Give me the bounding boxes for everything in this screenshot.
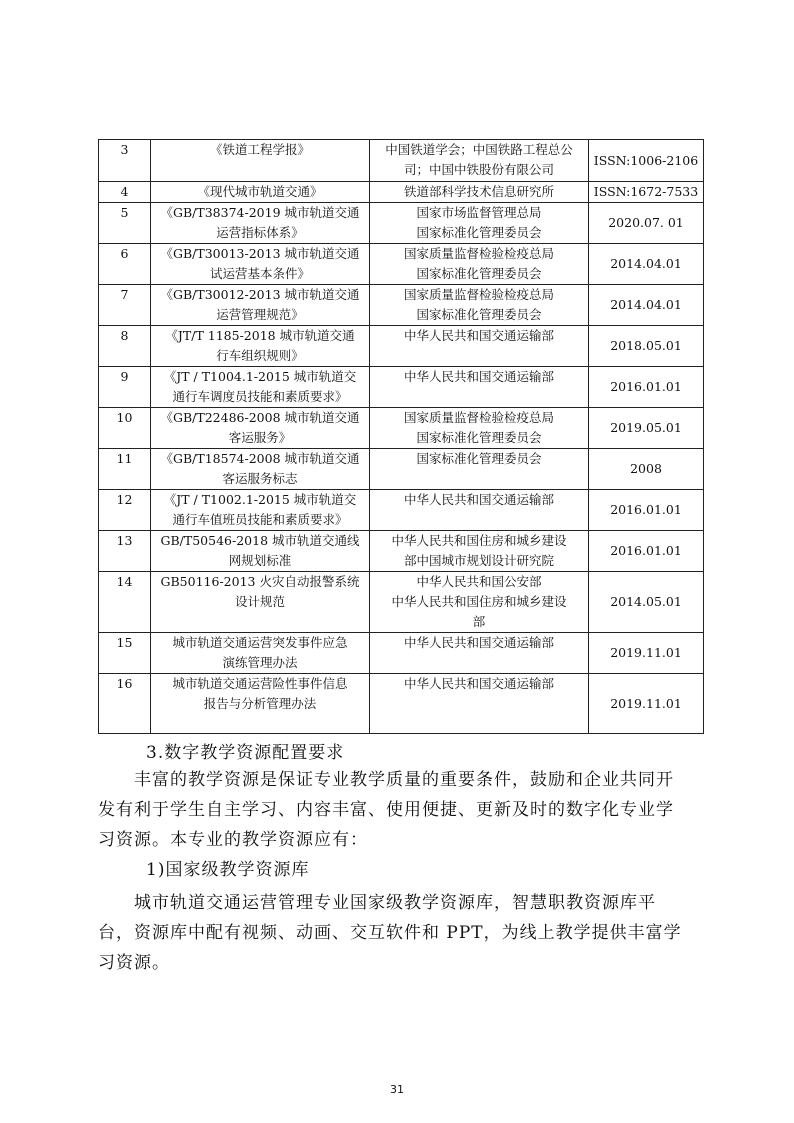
publisher-cell (370, 572, 589, 633)
publisher-cell (370, 326, 589, 367)
publisher-cell-line: 国家标准化管理委员会 (416, 430, 542, 445)
paragraph-1-line: 习资源。本专业的教学资源应有： (98, 830, 368, 850)
publisher-cell (370, 367, 589, 408)
title-cell-line: 试运营基本条件》 (209, 266, 310, 281)
publisher-cell-line: 中华人民共和国交通运输部 (403, 492, 554, 507)
paragraph-2 (98, 888, 703, 978)
publisher-cell-line: 国家质量监督检验检疫总局 (403, 246, 554, 261)
title-cell-line: 网规划标准 (228, 553, 292, 568)
title-cell (151, 182, 370, 203)
row-number-cell: 4 (99, 182, 151, 203)
publisher-cell-line: 国家标准化管理委员会 (416, 307, 542, 322)
publisher-cell-line: 中华人民共和国交通运输部 (403, 369, 554, 384)
table-row (99, 182, 704, 203)
row-number-cell: 9 (99, 367, 151, 408)
date-cell: 2018.05.01 (589, 326, 704, 367)
title-cell-line: 运营管理规范》 (216, 307, 304, 322)
publisher-cell-line: 铁道部科学技术信息研究所 (403, 184, 554, 199)
publisher-cell (370, 633, 589, 674)
date-cell: 2008 (589, 449, 704, 490)
row-number-cell: 14 (99, 572, 151, 633)
row-number-cell: 12 (99, 490, 151, 531)
date-cell: 2019.11.01 (589, 633, 704, 674)
table-row (99, 285, 704, 326)
date-cell: 2019.05.01 (589, 408, 704, 449)
publisher-cell-line: 国家质量监督检验检疫总局 (403, 287, 554, 302)
title-cell-line: 客运服务》 (228, 430, 292, 445)
table-row (99, 531, 704, 572)
title-cell (151, 367, 370, 408)
table-row (99, 326, 704, 367)
title-cell (151, 326, 370, 367)
date-cell: 2020.07. 01 (589, 203, 704, 244)
title-cell-line: 城市轨道交通运营险性事件信息 (172, 676, 348, 691)
paragraph-2-line: 习资源。 (98, 953, 170, 973)
publisher-cell-line: 中华人民共和国交通运输部 (403, 676, 554, 691)
table-row (99, 633, 704, 674)
page-number: 31 (390, 1083, 404, 1096)
title-cell-line: 演练管理办法 (222, 655, 298, 670)
table-row (99, 572, 704, 633)
date-cell: 2016.01.01 (589, 531, 704, 572)
row-number-cell: 7 (99, 285, 151, 326)
title-cell-line: 《GB/T18574-2008 城市轨道交通 (160, 451, 360, 466)
publisher-cell-line: 司；中国中铁股份有限公司 (403, 162, 554, 177)
date-cell: 2014.04.01 (589, 244, 704, 285)
title-cell-line: 城市轨道交通运营突发事件应急 (172, 635, 348, 650)
publisher-cell-line: 部中国城市规划设计研究院 (403, 553, 554, 568)
paragraph-1-line: 发有利于学生自主学习、内容丰富、使用便捷、更新及时的数字化专业学 (98, 800, 674, 820)
title-cell-line: 《GB/T38374-2019 城市轨道交通 (160, 205, 360, 220)
publisher-cell (370, 408, 589, 449)
title-cell-line: 行车组织规则》 (216, 348, 304, 363)
table-row (99, 449, 704, 490)
title-cell (151, 490, 370, 531)
reference-table (98, 139, 704, 734)
title-cell-line: GB/T50546-2018 城市轨道交通线 (160, 533, 360, 548)
title-cell (151, 244, 370, 285)
title-cell (151, 449, 370, 490)
title-cell-line: 《JT/T 1185-2018 城市轨道交通 (165, 328, 355, 343)
publisher-cell-line: 中华人民共和国交通运输部 (403, 328, 554, 343)
publisher-cell (370, 674, 589, 734)
date-cell: 2019.11.01 (589, 674, 704, 734)
title-cell (151, 140, 370, 182)
publisher-cell-line: 中华人民共和国住房和城乡建设 (391, 594, 567, 609)
publisher-cell (370, 244, 589, 285)
table-row (99, 674, 704, 734)
publisher-cell (370, 449, 589, 490)
date-cell: ISSN:1672-7533 (589, 182, 704, 203)
row-number-cell: 15 (99, 633, 151, 674)
publisher-cell (370, 490, 589, 531)
table-row (99, 203, 704, 244)
publisher-cell-line: 中国铁道学会；中国铁路工程总公 (385, 142, 573, 157)
paragraph-2-line: 城市轨道交通运营管理专业国家级教学资源库，智慧职教资源库平 (98, 893, 656, 913)
title-cell (151, 633, 370, 674)
table-row (99, 408, 704, 449)
title-cell-line: 《JT / T1004.1-2015 城市轨道交 (163, 369, 357, 384)
row-number-cell: 5 (99, 203, 151, 244)
row-number-cell: 16 (99, 674, 151, 734)
title-cell (151, 285, 370, 326)
row-number-cell: 3 (99, 140, 151, 182)
title-cell (151, 408, 370, 449)
title-cell-line: GB50116-2013 火灾自动报警系统 (160, 574, 360, 589)
date-cell: 2014.05.01 (589, 572, 704, 633)
publisher-cell-line: 国家标准化管理委员会 (416, 225, 542, 240)
sub-heading: 1)国家级教学资源库 (146, 860, 310, 880)
title-cell-line: 设计规范 (234, 594, 285, 609)
row-number-cell: 11 (99, 449, 151, 490)
publisher-cell-line: 国家质量监督检验检疫总局 (403, 410, 554, 425)
publisher-cell (370, 531, 589, 572)
paragraph-2-line: 台，资源库中配有视频、动画、交互软件和 PPT，为线上教学提供丰富学 (98, 923, 682, 943)
table-row (99, 367, 704, 408)
title-cell (151, 531, 370, 572)
publisher-cell-line: 部 (472, 614, 486, 629)
title-cell-line: 通行车值班员技能和素质要求》 (172, 512, 348, 527)
table-row (99, 244, 704, 285)
title-cell-line: 客运服务标志 (222, 471, 298, 486)
publisher-cell-line: 中华人民共和国交通运输部 (403, 635, 554, 650)
title-cell-line: 《GB/T30013-2013 城市轨道交通 (160, 246, 360, 261)
publisher-cell (370, 285, 589, 326)
publisher-cell-line: 中华人民共和国住房和城乡建设 (391, 533, 567, 548)
table-row (99, 490, 704, 531)
title-cell-line: 运营指标体系》 (216, 225, 304, 240)
publisher-cell (370, 203, 589, 244)
publisher-cell-line: 国家标准化管理委员会 (416, 451, 542, 466)
publisher-cell-line: 国家标准化管理委员会 (416, 266, 542, 281)
date-cell: 2014.04.01 (589, 285, 704, 326)
date-cell: 2016.01.01 (589, 367, 704, 408)
title-cell (151, 674, 370, 734)
reference-table-body (99, 140, 704, 734)
title-cell (151, 203, 370, 244)
row-number-cell: 6 (99, 244, 151, 285)
date-cell: ISSN:1006-2106 (589, 140, 704, 182)
title-cell-line: 《GB/T30012-2013 城市轨道交通 (160, 287, 360, 302)
title-cell-line: 通行车调度员技能和素质要求》 (172, 389, 348, 404)
paragraph-1-line: 丰富的教学资源是保证专业教学质量的重要条件，鼓励和企业共同开 (98, 770, 674, 790)
title-cell (151, 572, 370, 633)
publisher-cell (370, 140, 589, 182)
publisher-cell-line: 国家市场监督管理总局 (416, 205, 542, 220)
publisher-cell-line: 中华人民共和国公安部 (416, 574, 542, 589)
row-number-cell: 10 (99, 408, 151, 449)
section-heading: 3.数字教学资源配置要求 (146, 743, 345, 763)
title-cell-line: 《JT / T1002.1-2015 城市轨道交 (163, 492, 357, 507)
table-row (99, 140, 704, 182)
title-cell-line: 《现代城市轨道交通》 (197, 184, 323, 199)
row-number-cell: 13 (99, 531, 151, 572)
title-cell-line: 报告与分析管理办法 (203, 696, 317, 711)
title-cell-line: 《GB/T22486-2008 城市轨道交通 (160, 410, 360, 425)
publisher-cell (370, 182, 589, 203)
date-cell: 2016.01.01 (589, 490, 704, 531)
paragraph-1 (98, 765, 703, 855)
title-cell-line: 《铁道工程学报》 (209, 142, 310, 157)
row-number-cell: 8 (99, 326, 151, 367)
